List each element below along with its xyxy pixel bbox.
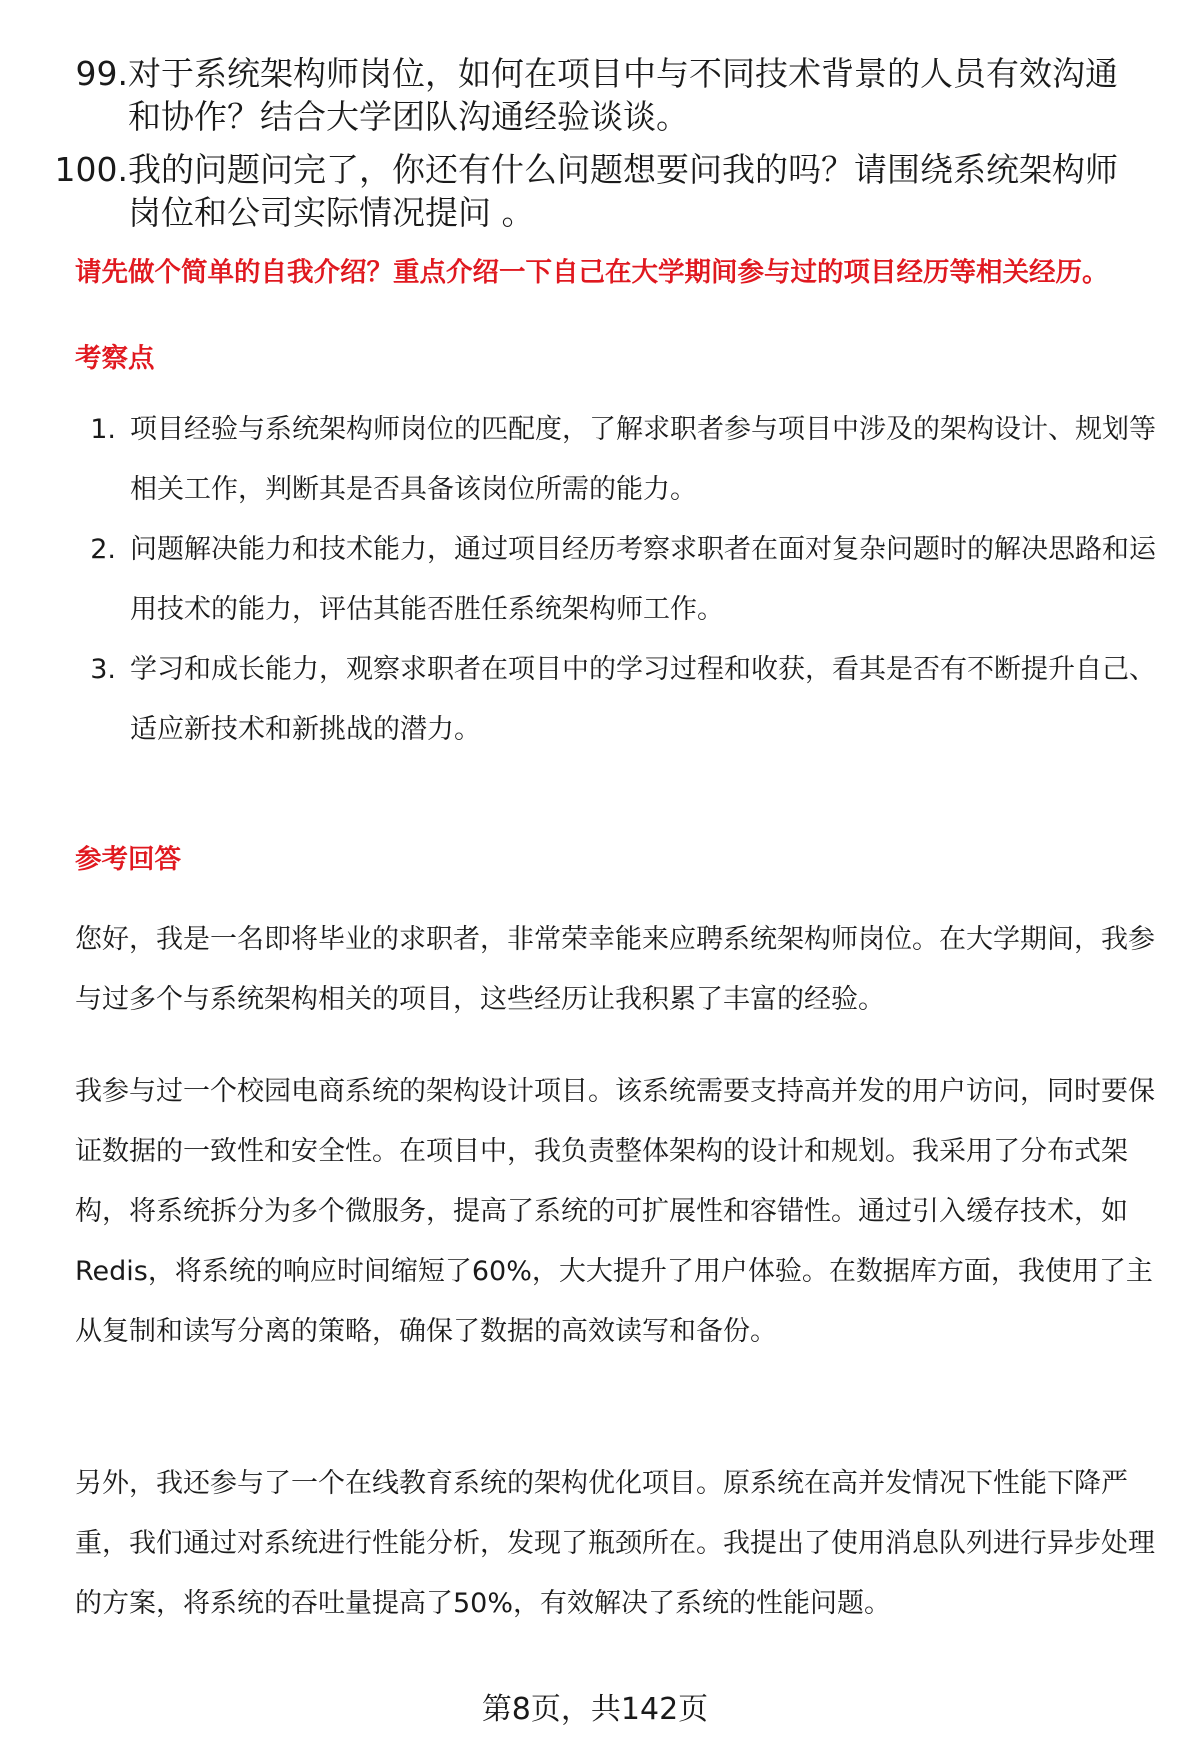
question-item [0, 52, 1190, 138]
exam-point [0, 400, 1190, 520]
reference-answer-title: 参考回答 [75, 844, 181, 875]
question-list [0, 52, 1190, 244]
exam-point [0, 640, 1190, 760]
answer-paragraph: 您好，我是一名即将毕业的求职者，非常荣幸能来应聘系统架构师岗位。在大学期间，我参与过多个与系统架构相关的项目，这些经历让我积累了丰富的经验。 [75, 924, 1155, 1015]
exam-point-number: 3. [90, 654, 116, 685]
exam-point-text: 项目经验与系统架构师岗位的匹配度，了解求职者参与项目中涉及的架构设计、规划等相关工作，判断其是否具备该岗位所需的能力。 [130, 414, 1156, 505]
exam-point [0, 520, 1190, 640]
exam-points-list [0, 400, 1190, 760]
question-text: 对于系统架构师岗位，如何在项目中与不同技术背景的人员有效沟通和协作？结合大学团队沟通经验谈谈。 [128, 54, 1118, 136]
exam-point-number: 2. [90, 534, 116, 565]
section-title: 请先做个简单的自我介绍？重点介绍一下自己在大学期间参与过的项目经历等相关经历。 [75, 257, 1109, 288]
question-text: 我的问题问完了，你还有什么问题想要问我的吗？请围绕系统架构师岗位和公司实际情况提问 。 [128, 150, 1118, 232]
exam-point-text: 问题解决能力和技术能力，通过项目经历考察求职者在面对复杂问题时的解决思路和运用技术的能力，评估其能否胜任系统架构师工作。 [130, 534, 1156, 625]
page-footer: 第8页，共142页 [481, 1692, 709, 1727]
question-number: 99. [75, 54, 128, 93]
answer-paragraph: 我参与过一个校园电商系统的架构设计项目。该系统需要支持高并发的用户访问，同时要保证数据的一致性和安全性。在项目中，我负责整体架构的设计和规划。我采用了分布式架构，将系统拆分为多个微服务，提高了系统的可扩展性和容错性。通过引入缓存技术，如Redis，将系统的响应时间缩短了60%，大大提升了用户体验。在数据库方面，我使用了主从复制和读写分离的策略，确保了数据的高效读写和备份。 [75, 1076, 1155, 1347]
exam-point-number: 1. [90, 414, 116, 445]
question-number: 100. [54, 150, 128, 189]
question-item [0, 148, 1190, 234]
exam-point-text: 学习和成长能力，观察求职者在项目中的学习过程和收获，看其是否有不断提升自己、适应新技术和新挑战的潜力。 [130, 654, 1156, 745]
answer-paragraph: 另外，我还参与了一个在线教育系统的架构优化项目。原系统在高并发情况下性能下降严重，我们通过对系统进行性能分析，发现了瓶颈所在。我提出了使用消息队列进行异步处理的方案，将系统的吞吐量提高了50%，有效解决了系统的性能问题。 [75, 1468, 1155, 1619]
exam-points-title: 考察点 [75, 343, 155, 374]
